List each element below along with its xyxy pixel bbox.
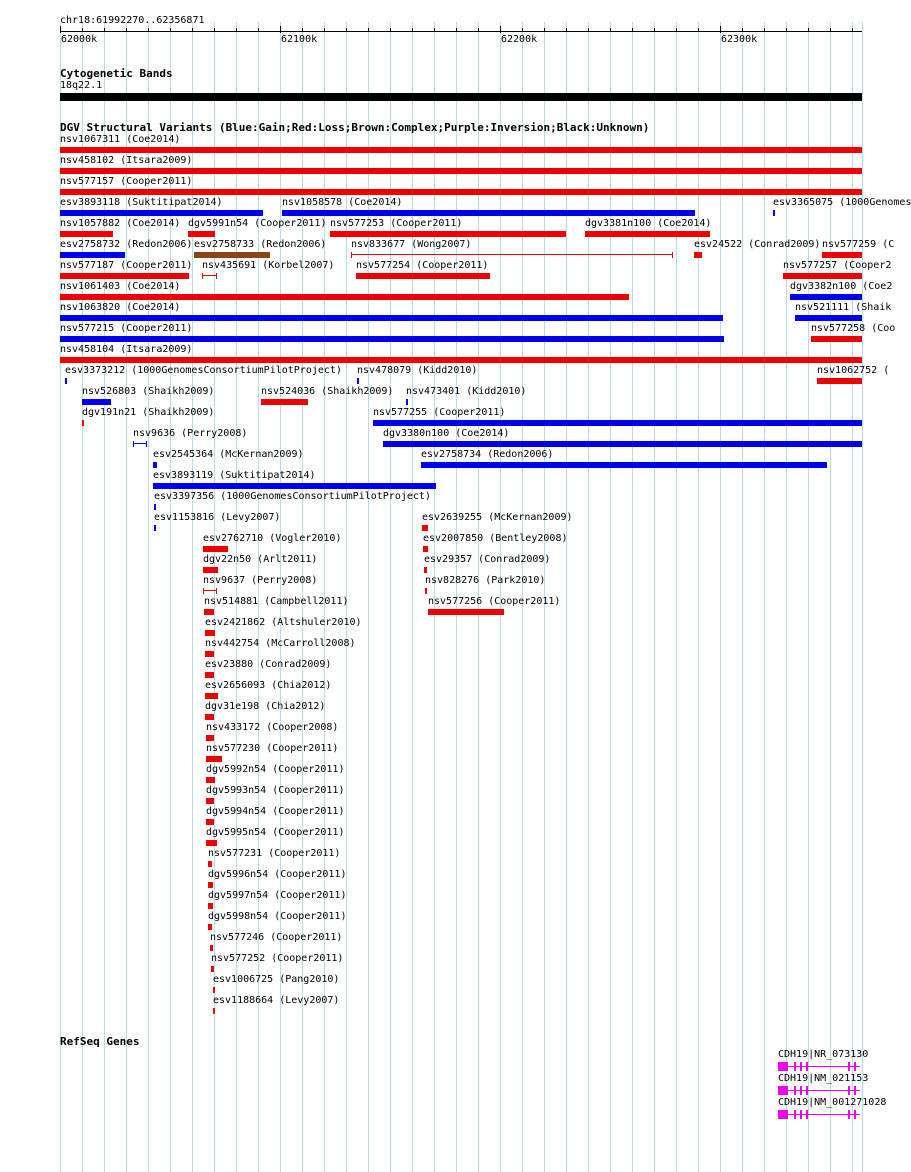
ruler-major-tick [500, 26, 501, 33]
ruler-minor-tick [698, 28, 699, 32]
ruler-minor-tick [324, 28, 325, 32]
dgv-feature-label[interactable]: dgv5991n54 (Cooper2011) [188, 218, 327, 229]
dgv-feature-label[interactable]: nsv833677 (Wong2007) [351, 239, 472, 250]
dgv-feature-line[interactable] [202, 275, 217, 276]
ruler-minor-tick [522, 28, 523, 32]
dgv-feature-bar[interactable] [213, 1008, 215, 1014]
ruler-minor-tick [82, 28, 83, 32]
dgv-feature-label[interactable]: nsv458102 (Itsara2009) [60, 155, 193, 166]
dgv-feature-bar[interactable] [213, 987, 215, 993]
dgv-feature-label[interactable]: esv23880 (Conrad2009) [205, 659, 332, 670]
dgv-feature-bar[interactable] [153, 483, 436, 489]
gene-exon [794, 1110, 796, 1119]
ruler-minor-tick [412, 28, 413, 32]
ruler-major-tick [60, 26, 61, 33]
grid-line [862, 22, 863, 1172]
dgv-feature-label[interactable]: esv1188664 (Levy2007) [213, 995, 340, 1006]
dgv-feature-bar[interactable] [206, 840, 217, 846]
dgv-feature-label[interactable]: esv2758733 (Redon2006) [194, 239, 327, 250]
dgv-feature-bar[interactable] [694, 252, 702, 258]
dgv-feature-bar[interactable] [373, 420, 862, 426]
refseq-gene-label[interactable]: CDH19|NR_073130 [778, 1049, 869, 1060]
dgv-feature-label[interactable]: dgv3382n100 (Coe2 [790, 281, 893, 292]
dgv-feature-end [202, 273, 203, 279]
ruler-minor-tick [654, 28, 655, 32]
dgv-feature-bar[interactable] [428, 609, 504, 615]
dgv-feature-bar[interactable] [585, 231, 710, 237]
ruler-minor-tick [368, 28, 369, 32]
dgv-feature-line[interactable] [203, 590, 217, 591]
dgv-feature-bar[interactable] [383, 441, 862, 447]
dgv-feature-label[interactable]: dgv22n50 (Arlt2011) [203, 554, 318, 565]
dgv-feature-bar[interactable] [188, 231, 215, 237]
dgv-feature-label[interactable]: esv29357 (Conrad2009) [424, 554, 551, 565]
dgv-feature-label[interactable]: nsv433172 (Cooper2008) [206, 722, 339, 733]
ruler-minor-tick [632, 28, 633, 32]
gene-exon[interactable] [778, 1062, 788, 1071]
dgv-feature-bar[interactable] [206, 756, 222, 762]
ruler-minor-tick [148, 28, 149, 32]
dgv-feature-label[interactable]: nsv9637 (Perry2008) [203, 575, 318, 586]
dgv-feature-bar[interactable] [406, 399, 408, 405]
dgv-feature-bar[interactable] [204, 609, 214, 615]
ruler-minor-tick [478, 28, 479, 32]
dgv-feature-label[interactable]: nsv577230 (Cooper2011) [206, 743, 339, 754]
dgv-feature-label[interactable]: nsv577255 (Cooper2011) [373, 407, 506, 418]
dgv-feature-bar[interactable] [60, 210, 263, 216]
dgv-feature-label[interactable]: esv1153816 (Levy2007) [154, 512, 281, 523]
dgv-feature-bar[interactable] [424, 567, 427, 573]
dgv-feature-end [146, 441, 147, 447]
dgv-feature-label[interactable]: esv2762710 (Vogler2010) [203, 533, 342, 544]
dgv-feature-label[interactable]: esv2656093 (Chia2012) [205, 680, 332, 691]
dgv-feature-bar[interactable] [422, 525, 428, 531]
dgv-feature-bar[interactable] [205, 651, 214, 657]
dgv-feature-label[interactable]: esv2421862 (Altshuler2010) [205, 617, 362, 628]
dgv-feature-label[interactable]: nsv473401 (Kidd2010) [406, 386, 527, 397]
dgv-feature-label[interactable]: esv3893118 (Suktitipat2014) [60, 197, 223, 208]
dgv-feature-label[interactable]: nsv514881 (Campbell2011) [204, 596, 349, 607]
gene-exon [806, 1110, 808, 1119]
cytoband-track-title: Cytogenetic Bands [60, 67, 173, 80]
dgv-feature-bar[interactable] [425, 588, 427, 594]
ruler-minor-tick [302, 28, 303, 32]
dgv-feature-bar[interactable] [208, 924, 212, 930]
dgv-feature-end [351, 252, 352, 258]
dgv-feature-bar[interactable] [194, 252, 270, 258]
dgv-feature-label[interactable]: esv24522 (Conrad2009) [694, 239, 821, 250]
ruler-major-tick [280, 26, 281, 33]
ruler-minor-tick [808, 28, 809, 32]
dgv-feature-label[interactable]: esv2639255 (McKernan2009) [422, 512, 573, 523]
dgv-feature-bar[interactable] [357, 378, 359, 384]
dgv-feature-bar[interactable] [208, 903, 213, 909]
dgv-feature-bar[interactable] [330, 231, 566, 237]
dgv-feature-label[interactable]: esv2758734 (Redon2006) [421, 449, 554, 460]
ruler-minor-tick [566, 28, 567, 32]
dgv-feature-line[interactable] [133, 443, 147, 444]
ruler-tick-label: 62100k [281, 34, 318, 45]
gene-exon [800, 1110, 802, 1119]
dgv-feature-bar[interactable] [206, 798, 214, 804]
dgv-feature-bar[interactable] [423, 546, 428, 552]
dgv-feature-label[interactable]: nsv577246 (Cooper2011) [210, 932, 343, 943]
dgv-feature-bar[interactable] [822, 252, 862, 258]
dgv-feature-label[interactable]: nsv577256 (Cooper2011) [428, 596, 561, 607]
dgv-feature-label[interactable]: esv2758732 (Redon2006) [60, 239, 193, 250]
gene-exon [854, 1086, 856, 1095]
dgv-feature-bar[interactable] [211, 966, 214, 972]
dgv-feature-end [203, 588, 204, 594]
dgv-feature-label[interactable]: dgv5992n54 (Cooper2011) [206, 764, 345, 775]
dgv-feature-label[interactable]: nsv1062752 ( [817, 365, 890, 376]
ruler-minor-tick [214, 28, 215, 32]
dgv-feature-label[interactable]: dgv5993n54 (Cooper2011) [206, 785, 345, 796]
dgv-feature-bar[interactable] [210, 945, 213, 951]
ruler-minor-tick [434, 28, 435, 32]
ruler-minor-tick [676, 28, 677, 32]
dgv-feature-label[interactable]: nsv442754 (McCarroll2008) [205, 638, 356, 649]
dgv-feature-label[interactable]: dgv5998n54 (Cooper2011) [208, 911, 347, 922]
ruler-minor-tick [170, 28, 171, 32]
dgv-feature-label[interactable]: dgv5997n54 (Cooper2011) [208, 890, 347, 901]
ruler-minor-tick [104, 28, 105, 32]
dgv-feature-bar[interactable] [261, 399, 308, 405]
cytoband-label: 18q22.1 [60, 80, 103, 91]
dgv-feature-bar[interactable] [282, 210, 695, 216]
dgv-feature-bar[interactable] [65, 378, 67, 384]
gene-exon [806, 1062, 808, 1071]
dgv-feature-bar[interactable] [82, 399, 111, 405]
dgv-feature-label[interactable]: nsv577157 (Cooper2011) [60, 176, 193, 187]
dgv-feature-label[interactable]: dgv5995n54 (Cooper2011) [206, 827, 345, 838]
ruler-major-tick [720, 26, 721, 33]
dgv-feature-bar[interactable] [773, 210, 775, 216]
cytoband-bar[interactable] [60, 93, 862, 101]
dgv-feature-label[interactable]: nsv577257 (Cooper2 [783, 260, 892, 271]
dgv-feature-label[interactable]: nsv828276 (Park2010) [425, 575, 546, 586]
dgv-feature-bar[interactable] [206, 777, 215, 783]
ruler-tick-label: 62200k [501, 34, 538, 45]
ruler-minor-tick [236, 28, 237, 32]
dgv-feature-label[interactable]: nsv478079 (Kidd2010) [357, 365, 478, 376]
dgv-feature-label[interactable]: dgv3380n100 (Coe2014) [383, 428, 510, 439]
dgv-feature-label[interactable]: nsv577231 (Cooper2011) [208, 848, 341, 859]
gene-exon [848, 1086, 850, 1095]
ruler-minor-tick [126, 28, 127, 32]
dgv-feature-label[interactable]: dgv5994n54 (Cooper2011) [206, 806, 345, 817]
ruler-minor-tick [346, 28, 347, 32]
dgv-feature-label[interactable]: dgv3381n100 (Coe2014) [585, 218, 712, 229]
dgv-feature-label[interactable]: nsv577259 (C [822, 239, 895, 250]
dgv-feature-label[interactable]: nsv9636 (Perry2008) [133, 428, 248, 439]
dgv-feature-bar[interactable] [356, 273, 490, 279]
dgv-feature-label[interactable]: nsv1063820 (Coe2014) [60, 302, 181, 313]
gene-exon [854, 1110, 856, 1119]
dgv-feature-label[interactable]: nsv577187 (Cooper2011) [60, 260, 193, 271]
dgv-feature-label[interactable]: nsv577252 (Cooper2011) [211, 953, 344, 964]
gene-exon [800, 1062, 802, 1071]
ruler-minor-tick [456, 28, 457, 32]
dgv-feature-label[interactable]: dgv191n21 (Shaikh2009) [82, 407, 215, 418]
dgv-feature-label[interactable]: nsv1058578 (Coe2014) [282, 197, 403, 208]
dgv-feature-end [672, 252, 673, 258]
dgv-feature-label[interactable]: esv1006725 (Pang2010) [213, 974, 340, 985]
dgv-feature-label[interactable]: nsv524036 (Shaikh2009) [261, 386, 394, 397]
gene-exon [848, 1110, 850, 1119]
dgv-feature-label[interactable]: nsv577215 (Cooper2011) [60, 323, 193, 334]
dgv-feature-bar[interactable] [60, 252, 125, 258]
dgv-feature-bar[interactable] [153, 462, 157, 468]
dgv-feature-bar[interactable] [154, 504, 156, 510]
gene-exon[interactable] [778, 1110, 788, 1119]
ruler-minor-tick [830, 28, 831, 32]
dgv-feature-bar[interactable] [205, 630, 215, 636]
dgv-feature-bar[interactable] [60, 273, 189, 279]
dgv-feature-bar[interactable] [60, 147, 862, 153]
dgv-feature-label[interactable]: esv2007850 (Bentley2008) [423, 533, 568, 544]
dgv-feature-label[interactable]: esv2545364 (McKernan2009) [153, 449, 304, 460]
dgv-feature-bar[interactable] [783, 273, 862, 279]
dgv-feature-label[interactable]: nsv577253 (Cooper2011) [330, 218, 463, 229]
dgv-feature-bar[interactable] [205, 672, 214, 678]
dgv-feature-bar[interactable] [60, 168, 862, 174]
ruler-minor-tick [544, 28, 545, 32]
dgv-feature-line[interactable] [351, 254, 673, 255]
dgv-feature-bar[interactable] [60, 315, 723, 321]
dgv-feature-bar[interactable] [203, 546, 228, 552]
ruler-tick-label: 62000k [61, 34, 98, 45]
dgv-feature-label[interactable]: nsv1067311 (Coe2014) [60, 134, 181, 145]
dgv-feature-label[interactable]: dgv5996n54 (Cooper2011) [208, 869, 347, 880]
dgv-feature-label[interactable]: nsv577254 (Cooper2011) [356, 260, 489, 271]
dgv-feature-bar[interactable] [208, 861, 212, 867]
dgv-feature-bar[interactable] [206, 735, 214, 741]
ruler-minor-tick [588, 28, 589, 32]
ruler-coordinate: chr18:61992270..62356871 [60, 15, 205, 26]
gene-exon[interactable] [778, 1086, 788, 1095]
dgv-feature-bar[interactable] [154, 525, 156, 531]
gene-exon [800, 1086, 802, 1095]
ruler-minor-tick [610, 28, 611, 32]
dgv-feature-label[interactable]: nsv521111 (Shaik [795, 302, 892, 313]
dgv-feature-label[interactable]: esv3373212 (1000GenomesConsortiumPilotProject) [65, 365, 342, 376]
refseq-gene-label[interactable]: CDH19|NM_001271028 [778, 1097, 887, 1108]
dgv-feature-end [133, 441, 134, 447]
dgv-feature-bar[interactable] [206, 819, 214, 825]
dgv-feature-bar[interactable] [203, 567, 218, 573]
dgv-feature-end [216, 588, 217, 594]
dgv-feature-bar[interactable] [205, 693, 218, 699]
dgv-feature-bar[interactable] [60, 231, 113, 237]
ruler-minor-tick [192, 28, 193, 32]
dgv-feature-label[interactable]: nsv435691 (Korbel2007) [202, 260, 335, 271]
ruler-minor-tick [258, 28, 259, 32]
dgv-feature-label[interactable]: nsv1057882 (Coe2014) [60, 218, 181, 229]
dgv-feature-label[interactable]: esv3365075 (1000Genomes [773, 197, 911, 208]
dgv-feature-label[interactable]: nsv458104 (Itsara2009) [60, 344, 193, 355]
dgv-feature-bar[interactable] [60, 294, 629, 300]
dgv-feature-bar[interactable] [60, 189, 862, 195]
dgv-feature-label[interactable]: dgv31e198 (Chia2012) [205, 701, 326, 712]
ruler-tick-label: 62300k [721, 34, 758, 45]
dgv-feature-bar[interactable] [60, 357, 862, 363]
dgv-feature-bar[interactable] [811, 336, 862, 342]
dgv-feature-label[interactable]: nsv577258 (Coo [811, 323, 896, 334]
gene-exon [806, 1086, 808, 1095]
dgv-feature-label[interactable]: nsv526803 (Shaikh2009) [82, 386, 215, 397]
gene-exon [794, 1062, 796, 1071]
dgv-track-title: DGV Structural Variants (Blue:Gain;Red:Loss;Brown:Complex;Purple:Inversion;Black:Unknown) [60, 121, 650, 134]
dgv-feature-bar[interactable] [205, 714, 214, 720]
dgv-feature-bar[interactable] [790, 294, 862, 300]
dgv-feature-label[interactable]: esv3893119 (Suktitipat2014) [153, 470, 316, 481]
ruler-minor-tick [852, 28, 853, 32]
dgv-feature-bar[interactable] [817, 378, 862, 384]
gene-exon [854, 1062, 856, 1071]
dgv-feature-bar[interactable] [82, 420, 84, 426]
gene-exon [794, 1086, 796, 1095]
gene-exon [848, 1062, 850, 1071]
ruler-minor-tick [742, 28, 743, 32]
dgv-feature-end [216, 273, 217, 279]
ruler-minor-tick [764, 28, 765, 32]
dgv-feature-label[interactable]: nsv1061403 (Coe2014) [60, 281, 181, 292]
dgv-feature-label[interactable]: esv3397356 (1000GenomesConsortiumPilotProject) [154, 491, 431, 502]
refseq-track-title: RefSeq Genes [60, 1035, 140, 1048]
dgv-feature-bar[interactable] [421, 462, 827, 468]
ruler-minor-tick [390, 28, 391, 32]
dgv-feature-bar[interactable] [795, 315, 862, 321]
dgv-feature-bar[interactable] [60, 336, 724, 342]
ruler-minor-tick [786, 28, 787, 32]
refseq-gene-label[interactable]: CDH19|NM_021153 [778, 1073, 869, 1084]
dgv-feature-bar[interactable] [208, 882, 213, 888]
